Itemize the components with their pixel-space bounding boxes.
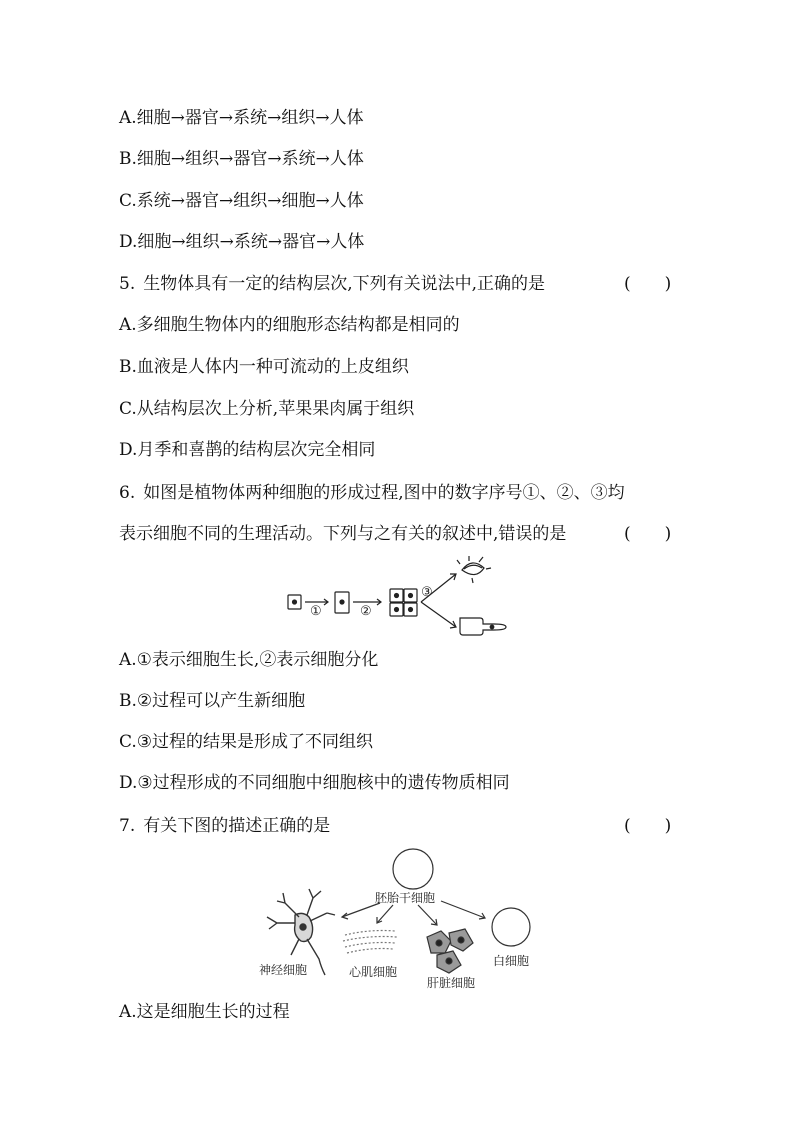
q6-stem-text-1: 如图是植物体两种细胞的形成过程,图中的数字序号①、②、③均 [143, 483, 625, 503]
q4-option-c: C.系统→器官→组织→细胞→人体 [119, 191, 364, 211]
q6-answer-blank: ( ) [624, 524, 672, 544]
q5-option-a: A.多细胞生物体内的细胞形态结构都是相同的 [119, 315, 460, 335]
q4-option-d: D.细胞→组织→系统→器官→人体 [119, 232, 365, 252]
label-white-cell: 白细胞 [493, 954, 530, 968]
figure-label-2: ② [360, 604, 372, 619]
q7-number: 7. [119, 816, 136, 836]
q7-stem-cell-figure [255, 843, 545, 993]
label-cardiac-cell: 心肌细胞 [349, 965, 398, 979]
cardiac-cells [343, 931, 397, 954]
q6-option-d: D.③过程形成的不同细胞中细胞核中的遗传物质相同 [119, 773, 510, 793]
q6-option-c: C.③过程的结果是形成了不同组织 [119, 732, 374, 752]
arrow-to-liver [418, 905, 437, 925]
q7-option-a: A.这是细胞生长的过程 [119, 1002, 290, 1022]
q6-stem-line2: 表示细胞不同的生理活动。下列与之有关的叙述中,错误的是 [119, 524, 567, 544]
q6-option-b: B.②过程可以产生新细胞 [119, 691, 306, 711]
stem-cell [393, 849, 433, 889]
q7-stem [119, 815, 330, 837]
divided-cells [390, 589, 417, 616]
q5-option-b: B.血液是人体内一种可流动的上皮组织 [119, 357, 409, 377]
differentiated-cell-upper [457, 556, 491, 583]
arrow-to-white [441, 901, 485, 918]
q4-option-b: B.细胞→组织→器官→系统→人体 [119, 149, 364, 169]
label-nerve-cell: 神经细胞 [259, 963, 308, 977]
q7-answer-blank: ( ) [624, 816, 672, 836]
q6-option-a: A.①表示细胞生长,②表示细胞分化 [119, 650, 379, 670]
arrow-to-cardiac [377, 905, 393, 923]
q5-stem-text: 生物体具有一定的结构层次,下列有关说法中,正确的是 [143, 274, 546, 294]
white-blood-cell [492, 908, 530, 946]
q5-option-c: C.从结构层次上分析,苹果果肉属于组织 [119, 399, 415, 419]
q5-answer-blank: ( ) [624, 274, 672, 294]
liver-cells [427, 929, 473, 973]
q5-stem [119, 273, 545, 295]
figure-label-3: ③ [421, 585, 433, 600]
label-stem-cell: 胚胎干细胞 [375, 891, 436, 905]
q7-stem-text: 有关下图的描述正确的是 [143, 816, 331, 836]
q5-option-d: D.月季和喜鹊的结构层次完全相同 [119, 440, 376, 460]
arrow-3-lower [421, 602, 456, 627]
figure-label-1: ① [310, 604, 322, 619]
differentiated-cell-lower [460, 618, 506, 635]
q6-number: 6. [119, 483, 136, 503]
q6-cell-process-figure [280, 552, 520, 644]
arrow-to-nerve [342, 903, 380, 917]
label-liver-cell: 肝脏细胞 [427, 976, 476, 990]
q5-number: 5. [119, 274, 136, 294]
q4-option-a: A.细胞→器官→系统→组织→人体 [119, 108, 364, 128]
q6-stem-line1 [119, 482, 625, 504]
